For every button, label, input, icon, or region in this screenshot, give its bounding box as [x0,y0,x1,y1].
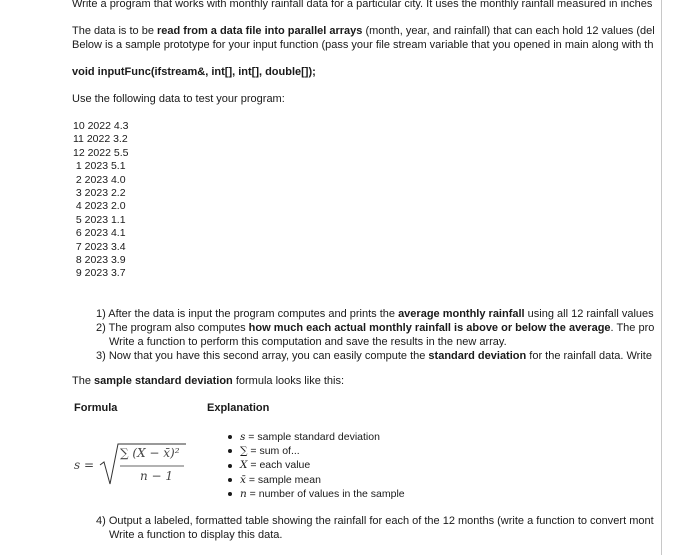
formula-lhs: s = [74,458,95,472]
std-text: The [72,375,95,387]
step-text: 2) The program also computes [96,322,249,334]
data-line: 4 2023 2.0 [73,200,126,213]
step-bold: standard deviation [428,350,527,362]
std-text: formula looks like this: [232,375,345,387]
test-data-prompt: Use the following data to test your program: [72,93,285,105]
std-dev-intro [72,375,344,387]
explanation-symbol: n [240,487,247,500]
explanation-item [228,430,405,444]
explanation-item [228,473,405,487]
formula-header: Formula [74,402,118,414]
bullet-icon [228,492,232,496]
bullet-icon [228,449,232,453]
step-1 [96,307,656,321]
data-line: 1 2023 5.1 [73,160,126,173]
explanation-text: = sample mean [245,473,321,486]
step-text: for the rainfall data. Write [526,350,652,362]
formula-numerator: ∑ (X − x̄)² [120,446,180,460]
data-line: 6 2023 4.1 [73,227,126,240]
page-edge-divider [661,0,662,555]
intro-line-3 [72,39,660,51]
bullet-icon [228,435,232,439]
explanation-text: = each value [247,459,311,472]
step-text: . The pro [610,322,655,334]
intro-text: (month, year, and rainfall) that can each hold 12 values (del [362,25,655,37]
data-line: 10 2022 4.3 [73,120,129,132]
intro-line-2 [72,25,660,37]
step-4: 4) Output a labeled, formatted table showing the rainfall for each of the 12 months (write a function to convert mont [96,515,654,527]
bullet-icon [228,478,232,482]
explanation-item [228,458,405,472]
step-2 [96,321,656,335]
function-prototype: void inputFunc(ifstream&, int[], int[], double[]); [72,66,316,78]
intro-text: The data is to be [72,25,157,37]
step-text: 3) Now that you have this second array, you can easily compute the [96,350,429,362]
explanation-header: Explanation [207,402,270,414]
step-text: 1) After the data is input the program computes and prints the [96,308,399,320]
explanation-list [228,430,405,501]
bullet-icon [228,464,232,468]
formula-denominator: n − 1 [140,469,174,483]
intro-text: Write a program that works with monthly rainfall data for a particular city. It uses the monthly rainfall measured in inches [72,0,653,10]
step-bold: average monthly rainfall [398,308,525,320]
steps-list [96,307,656,363]
step-2-continuation: Write a function to perform this computation and save the results in the new array. [109,336,507,348]
explanation-symbol: x̄ [240,473,246,486]
intro-line-1 [72,0,660,10]
data-line: 9 2023 3.7 [73,267,126,280]
step-bold: how much each actual monthly rainfall is above or below the average [248,322,611,334]
data-line: 8 2023 3.9 [73,254,126,267]
explanation-item [228,487,405,501]
data-line: 5 2023 1.1 [73,213,126,226]
data-line: 3 2023 2.2 [73,187,126,200]
data-line: 12 2022 5.5 [73,146,129,159]
explanation-text: = sample standard deviation [245,431,380,443]
explanation-symbol: X [240,459,248,472]
explanation-symbol: s [240,431,246,443]
step-4-block [96,514,656,542]
explanation-symbol: ∑ [240,445,248,458]
std-bold: sample standard deviation [94,375,233,387]
intro-bold: read from a data file into parallel arrays [157,25,363,37]
step-3 [96,349,656,363]
step-text: using all 12 rainfall values [524,308,654,320]
explanation-text: = number of values in the sample [246,487,405,500]
step-4-continuation: Write a function to display this data. [109,529,283,541]
data-line: 2 2023 4.0 [73,173,126,186]
data-line: 7 2023 3.4 [73,240,126,253]
data-line: 11 2022 3.2 [73,133,128,146]
test-data-list [73,120,128,281]
intro-text: Below is a sample prototype for your input function (pass your file stream variable that you opened in main along with th [72,39,654,51]
explanation-text: = sum of... [247,445,300,458]
explanation-item [228,444,405,458]
std-dev-formula [68,440,188,490]
